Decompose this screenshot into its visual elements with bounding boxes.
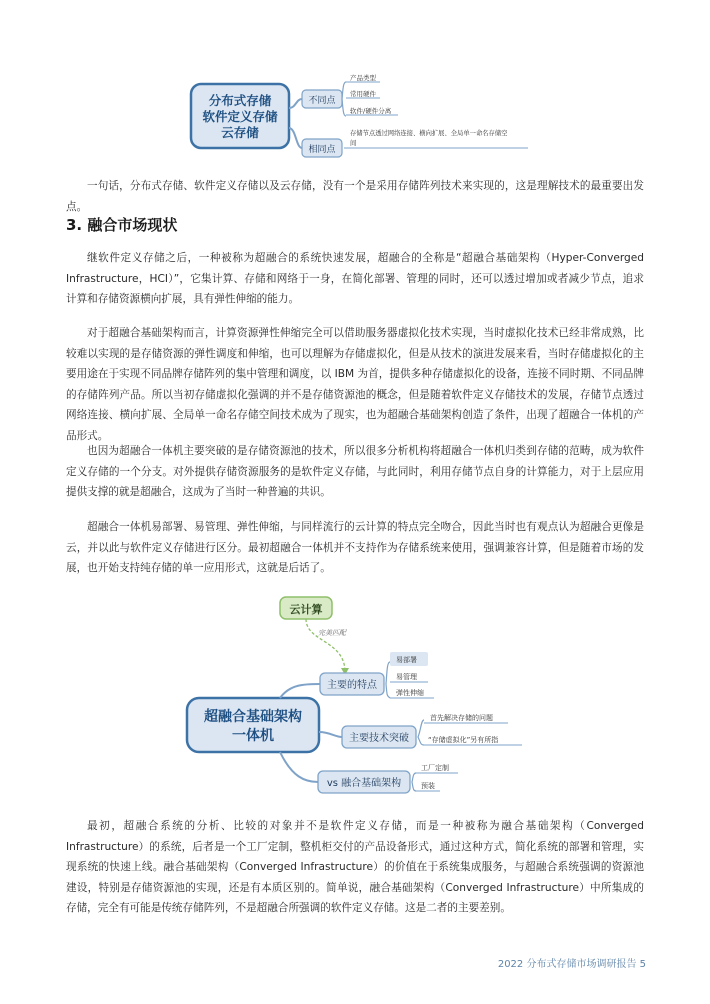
mindmap2-feat-item-1: 易部署 [396, 656, 417, 664]
mindmap1-same-item-line2: 间 [350, 140, 357, 147]
mindmap1-same-item-line1: 存储节点透过网络连接、横向扩展、全局单一命名存储空 [350, 130, 508, 137]
mindmap2-vs-label: vs 融合基础架构 [326, 778, 402, 789]
mindmap2-tech-item-2: “存储虚拟化”另有所指 [428, 736, 499, 744]
paragraph-5: 最初，超融合系统的分析、比较的对象并不是软件定义存储，而是一种被称为融合基础架构（Converged Infrastructure）的系统，后者是一个工厂定制，整机柜交付的产品设备形式，通过这种方式，简化系统的部署和管理，实现系统的快速上线。融合基础架构（Converged Infrastructure）的价值在于系统集成服务，与超融合系统强调的资源池建设，特别是存储资源池的实现，还是有本质区别的。简单说，融合基础架构（Converged Infrastructure）中所集成的存储，完全有可能是传统存储阵列，不是超融合所强调的软件定义存储。这是二者的主要差别。 [66, 820, 644, 914]
mindmap1-diff-label: 不同点 [308, 96, 336, 106]
section-heading: 3. 融合市场现状 [66, 216, 178, 234]
paragraph-3: 也因为超融合一体机主要突破的是存储资源池的技术，所以很多分析机构将超融合一体机归类到存储的范畴，成为软件定义存储的一个分支。对外提供存储资源服务的是软件定义存储，与此同时，利用存储节点自身的计算能力，对于上层应用提供支撑的就是超融合，这成为了当时一种普遍的共识。 [66, 445, 644, 498]
mindmap2-tech-label: 主要技术突破 [349, 733, 409, 744]
mindmap1-diff-item-2: 常用硬件 [350, 90, 376, 98]
paragraph-2: 对于超融合基础架构而言，计算资源弹性伸缩完全可以借助服务器虚拟化技术实现，当时虚拟化技术已经非常成熟，比较难以实现的是存储资源的弹性调度和伸缩，也可以理解为存储虚拟化，但是从技术的演进发展来看，当时存储虚拟化的主要用途在于实现不同品牌存储阵列的集中管理和调度，以 IBM 为首，提供多种存储虚拟化的设备，连接不同时期、不同品牌的存储阵列产品。所以当初存储虚拟化强调的并不是存储资源池的概念，但是随着软件定义存储技术的发展，存储节点透过网络连接、横向扩展、全局单一命名存储空间技术成为了现实，也为超融合基础架构创造了条件，出现了超融合一体机的产品形式。 [66, 327, 644, 442]
mindmap2-feat-item-3: 弹性伸缩 [396, 689, 424, 697]
page-footer: 2022 分布式存储市场调研报告 5 [497, 959, 646, 970]
mindmap1-center-line2: 软件定义存储 [202, 109, 278, 124]
mindmap2-branch-tech [319, 732, 342, 737]
mindmap-storage-comparison [0, 60, 710, 170]
mindmap2-branch-vs [280, 752, 318, 782]
summary-sentence: 一句话，分布式存储、软件定义存储以及云存储，没有一个是采用存储阵列技术来实现的，这是理解技术的最重要出发点。 [66, 180, 644, 213]
mindmap1-center-line3: 云存储 [221, 125, 259, 140]
mindmap1-diff-item-1: 产品类型 [350, 74, 376, 82]
mindmap1-same-label: 相同点 [308, 145, 336, 155]
mindmap2-cloud-link [306, 619, 345, 672]
mindmap2-center-line2: 一体机 [232, 728, 274, 744]
mindmap2-feat-item-2: 易管理 [396, 673, 417, 681]
mindmap2-feat-label: 主要的特点 [327, 680, 377, 691]
mindmap2-vs-item-2: 预装 [421, 782, 435, 790]
mindmap1-diff-item-3: 软件/硬件分离 [350, 107, 392, 115]
mindmap1-center-line1: 分布式存储 [208, 93, 272, 108]
mindmap2-feat-bracket [386, 662, 390, 698]
mindmap2-branch-feat [280, 684, 320, 698]
mindmap2-vs-item-1: 工厂定制 [421, 764, 449, 772]
mindmap2-tech-bracket [418, 720, 424, 745]
mindmap2-center-line1: 超融合基础架构 [204, 709, 302, 725]
paragraph-1: 继软件定义存储之后，一种被称为超融合的系统快速发展，超融合的全称是“超融合基础架构（Hyper-Converged Infrastructure，HCI）”，它集计算、存储和网络于一身，在简化部署、管理的同时，还可以透过增加或者减少节点，追求计算和存储资源横向扩展，具有弹性伸缩的能力。 [66, 252, 644, 305]
mindmap-hyperconverged [0, 592, 710, 802]
mindmap1-branch-same [289, 128, 302, 148]
mindmap1-diff-bracket [342, 82, 346, 116]
paragraph-4: 超融合一体机易部署、易管理、弹性伸缩，与同样流行的云计算的特点完全吻合，因此当时也有观点认为超融合更像是云，并以此与软件定义存储进行区分。最初超融合一体机并不支持作为存储系统来使用，强调兼容计算，但是随着市场的发展，也开始支持纯存储的单一应用形式，这就是后话了。 [66, 521, 644, 574]
mindmap1-branch-diff [289, 99, 302, 108]
mindmap2-vs-bracket [412, 773, 416, 791]
mindmap2-cloud-link-label: 完美匹配 [318, 629, 346, 637]
mindmap2-cloud-label: 云计算 [289, 603, 323, 616]
mindmap2-tech-item-1: 首先解决存储的问题 [430, 714, 493, 722]
